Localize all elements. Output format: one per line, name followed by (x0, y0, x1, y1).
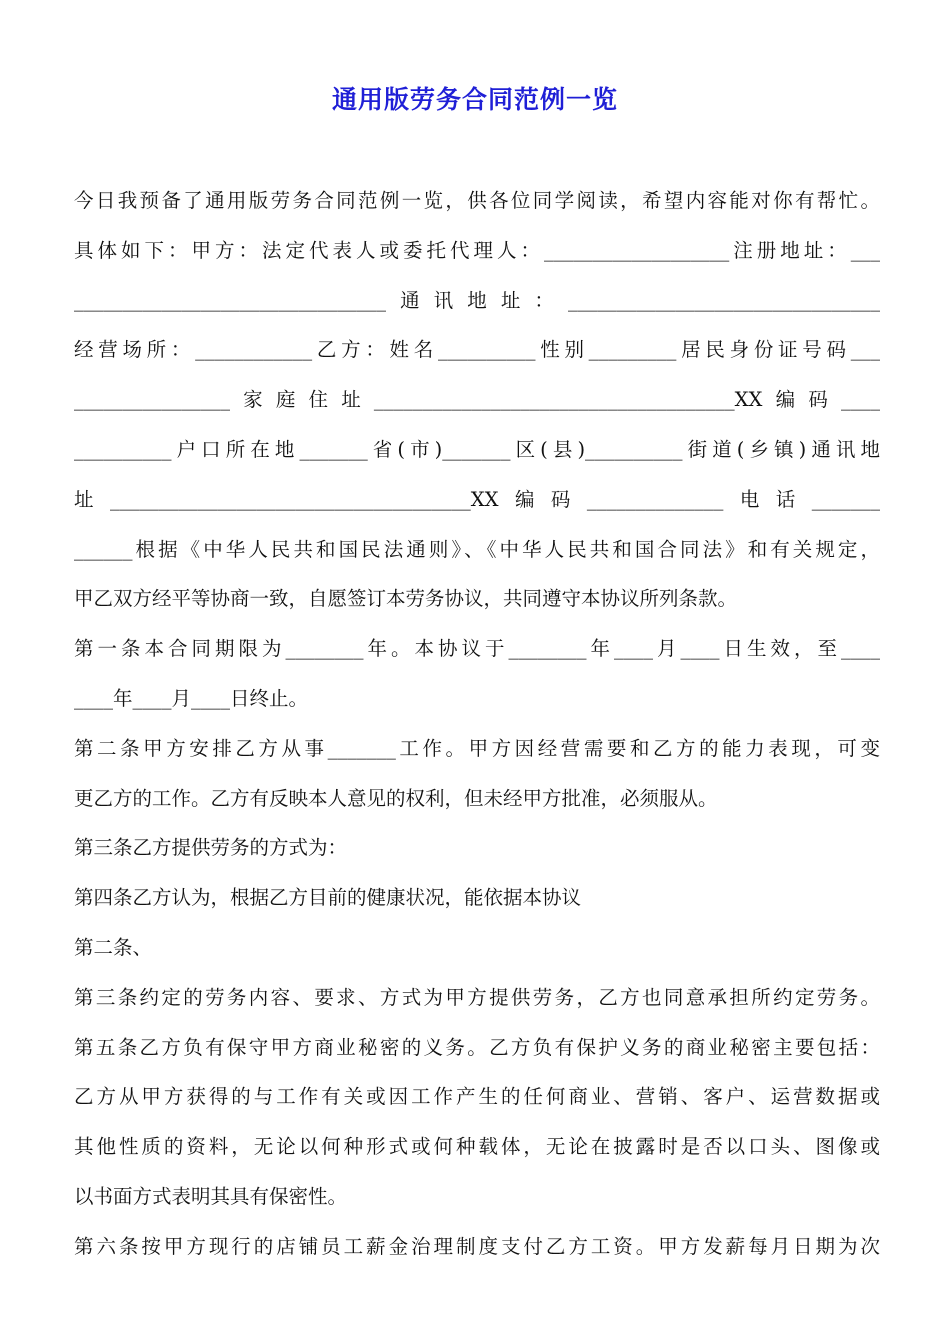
text-line: 具体如下：甲方：法定代表人或委托代理人：___________________注册地址：___ (74, 238, 880, 262)
text-line: ________________________________通讯地址：________________________________ (74, 288, 880, 312)
text-line: 第一条本合同期限为________年。本协议于________年____月____日生效，至____ (74, 637, 880, 661)
text-line: 经营场所：____________乙方：姓名__________性别_________居民身份证号码___ (74, 338, 880, 362)
text-line: __________户口所在地_______省(市)_______区(县)__________街道(乡镇)通讯地 (74, 437, 880, 461)
text-line: ________________家庭住址_____________________________________XX编码____ (74, 388, 880, 412)
text-line: 以书面方式表明其具有保密性。 (74, 1184, 348, 1208)
text-line: 第二条、 (74, 935, 153, 959)
text-line: ______根据《中华人民共和国民法通则》、《中华人民共和国合同法》和有关规定， (74, 537, 880, 561)
text-line: 第三条乙方提供劳务的方式为： (74, 836, 348, 860)
document-body (74, 176, 880, 1272)
document-title: 通用版劳务合同范例一览 (331, 85, 618, 114)
text-line: 第四条乙方认为，根据乙方目前的健康状况，能依据本协议 (74, 886, 582, 910)
text-line: 更乙方的工作。乙方有反映本人意见的权利，但未经甲方批准，必须服从。 (74, 786, 718, 810)
text-line: 第三条约定的劳务内容、要求、方式为甲方提供劳务，乙方也同意承担所约定劳务。 (74, 985, 880, 1009)
text-line: ____年____月____日终止。 (74, 686, 309, 710)
text-line: 址_____________________________________XX编码______________电话_______ (74, 487, 880, 511)
text-line: 第五条乙方负有保守甲方商业秘密的义务。乙方负有保护义务的商业秘密主要包括： (74, 1035, 880, 1059)
text-line: 第六条按甲方现行的店铺员工薪金治理制度支付乙方工资。甲方发薪每月日期为次 (74, 1234, 880, 1258)
text-line: 甲乙双方经平等协商一致，自愿签订本劳务协议，共同遵守本协议所列条款。 (74, 587, 738, 611)
text-line: 第二条甲方安排乙方从事_______工作。甲方因经营需要和乙方的能力表现，可变 (74, 736, 880, 760)
text-line: 乙方从甲方获得的与工作有关或因工作产生的任何商业、营销、客户、运营数据或 (74, 1085, 880, 1109)
text-line: 今日我预备了通用版劳务合同范例一览，供各位同学阅读，希望内容能对你有帮忙。 (74, 189, 880, 212)
text-line: 其他性质的资料，无论以何种形式或何种载体，无论在披露时是否以口头、图像或 (74, 1135, 880, 1159)
